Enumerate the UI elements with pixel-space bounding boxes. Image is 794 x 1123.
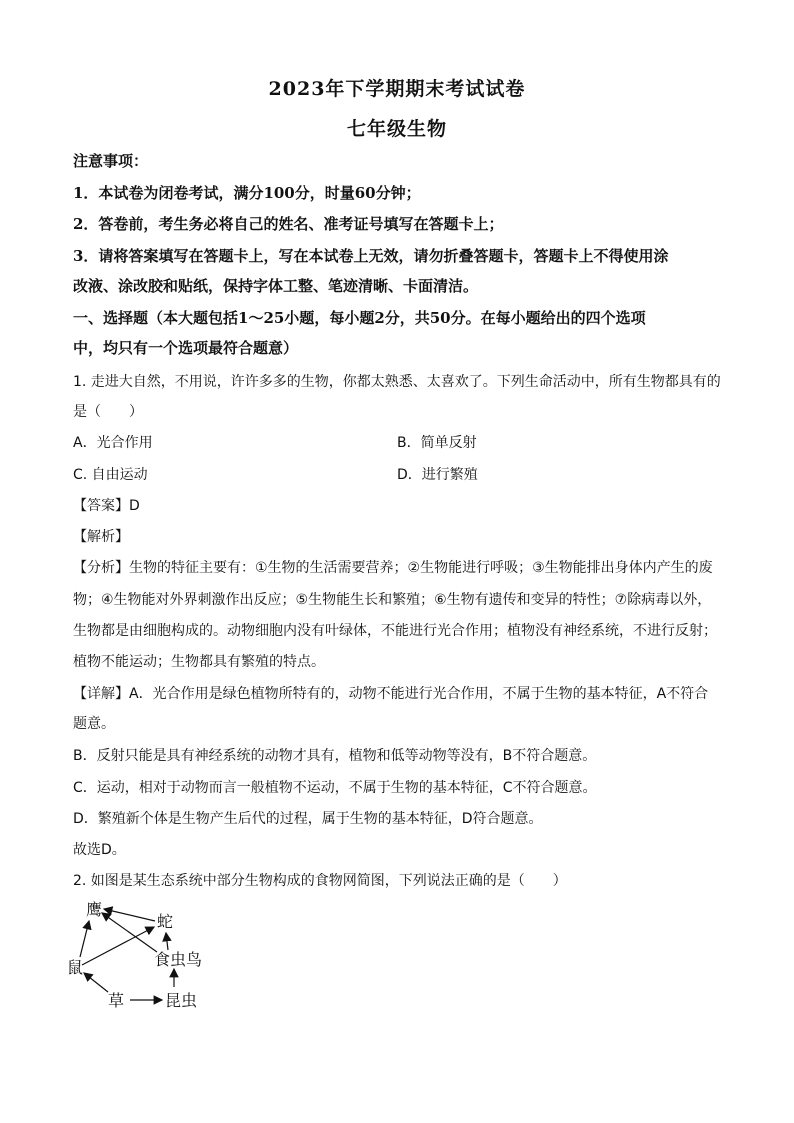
notice-item-3-line-2: 改液、涂改胶和贴纸，保持字体工整、笔迹清晰、卡面清洁。 xyxy=(73,277,479,295)
q1-answer: 【答案】D xyxy=(73,498,140,514)
node-insect: 昆虫 xyxy=(165,991,198,1010)
notice-item-2: 2．答卷前，考生务必将自己的姓名、准考证号填写在答题卡上； xyxy=(73,215,504,233)
notice-heading: 注意事项： xyxy=(73,152,149,170)
arrow-mouse-to-hawk xyxy=(80,921,89,957)
q1-analysis-line-1: 【分析】生物的特征主要有：①生物的生活需要营养；②生物能进行呼吸；③生物能排出身体内产生的废 xyxy=(73,560,713,576)
arrow-bird-to-hawk xyxy=(102,913,157,952)
q1-stem-line-2: 是（ ） xyxy=(73,404,143,420)
q1-option-c: C. 自由运动 xyxy=(73,467,148,483)
node-insect-eating-bird: 食虫鸟 xyxy=(154,950,203,969)
q1-conclusion: 故选D。 xyxy=(73,842,126,858)
q1-analysis-line-4: 植物不能运动；生物都具有繁殖的特点。 xyxy=(73,654,325,670)
node-snake: 蛇 xyxy=(157,912,174,931)
q1-detail-d: D．繁殖新个体是生物产生后代的过程，属于生物的基本特征，D符合题意。 xyxy=(73,811,543,827)
notice-item-3-line-1: 3．请将答案填写在答题卡上，写在本试卷上无效，请勿折叠答题卡，答题卡上不得使用涂 xyxy=(73,247,669,265)
arrow-bird-to-snake xyxy=(166,933,168,950)
q1-detail-line-1: 【详解】A．光合作用是绿色植物所特有的，动物不能进行光合作用，不属于生物的基本特征，A不符合 xyxy=(73,686,709,702)
food-web-diagram xyxy=(62,895,242,1020)
q2-stem: 2. 如图是某生态系统中部分生物构成的食物网简图，下列说法正确的是（ ） xyxy=(73,873,567,889)
section-heading-line-2: 中，均只有一个选项最符合题意） xyxy=(73,339,299,357)
q1-analysis-line-2: 物；④生物能对外界刺激作出反应；⑤生物能生长和繁殖；⑥生物有遗传和变异的特性；⑦除病毒以外， xyxy=(73,592,712,608)
q1-detail-c: C．运动，相对于动物而言一般植物不运动，不属于生物的基本特征，C不符合题意。 xyxy=(73,780,597,796)
q1-option-a: A．光合作用 xyxy=(73,435,153,451)
arrow-grass-to-mouse xyxy=(84,973,108,992)
node-grass: 草 xyxy=(108,991,125,1010)
q1-analysis-label: 【解析】 xyxy=(73,529,129,545)
exam-subtitle: 七年级生物 xyxy=(346,118,447,140)
node-hawk: 鹰 xyxy=(86,900,103,919)
q1-detail-b: B．反射只能是具有神经系统的动物才具有，植物和低等动物等没有，B不符合题意。 xyxy=(73,748,597,764)
q1-stem-line-1: 1. 走进大自然，不用说，许许多多的生物，你都太熟悉、太喜欢了。下列生命活动中，所有生物都具有的 xyxy=(73,374,721,390)
q1-detail-line-2: 题意。 xyxy=(73,716,115,732)
exam-title: 2023年下学期期末考试试卷 xyxy=(268,78,526,100)
node-mouse: 鼠 xyxy=(67,958,84,977)
notice-item-1: 1．本试卷为闭卷考试，满分100分，时量60分钟； xyxy=(73,184,421,202)
section-heading-line-1: 一、选择题（本大题包括1～25小题，每小题2分，共50分。在每小题给出的四个选项 xyxy=(73,309,646,327)
q1-option-d: D．进行繁殖 xyxy=(397,467,478,483)
q1-analysis-line-3: 生物都是由细胞构成的。动物细胞内没有叶绿体，不能进行光合作用；植物没有神经系统，不进行反射； xyxy=(73,623,717,639)
arrow-mouse-to-snake xyxy=(82,927,154,965)
q1-option-b: B．简单反射 xyxy=(397,435,477,451)
